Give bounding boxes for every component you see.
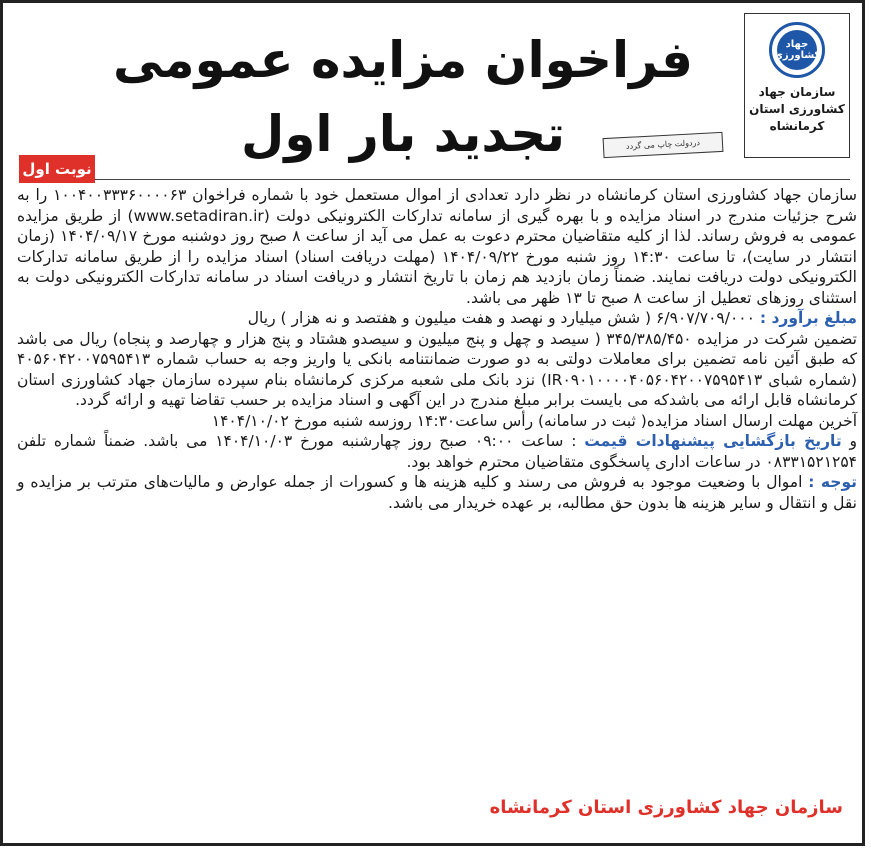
org-name-line-1: سازمان جهاد: [758, 85, 836, 99]
note-label: توجه :: [808, 473, 857, 491]
newspaper-stamp: دردولت چاپ می گردد: [603, 132, 724, 158]
opening-paragraph: [17, 431, 857, 472]
note-value: اموال با وضعیت موجود به فروش می رسند و کلیه هزینه ها و کسورات از جمله عوارض و مالیات‌های مترتب بر مزایده و نقل و انتقال و سایر هزینه ها بدون حق مطالبه، بر عهده خریدار می باشد.: [17, 473, 857, 512]
signature: سازمان جهاد کشاورزی استان کرمانشاه: [489, 797, 843, 818]
org-name-line-2: کشاورزی استان: [749, 102, 845, 116]
header-divider: [95, 179, 850, 180]
page-title: فراخوان مزایده عمومی: [113, 31, 693, 89]
org-logo-box: [744, 13, 850, 158]
page-subtitle: تجدید بار اول: [240, 105, 566, 163]
opening-label: تاریخ بازگشایی پیشنهادات قیمت: [584, 432, 842, 450]
note-paragraph: [17, 472, 857, 513]
estimate-label: مبلغ برآورد :: [759, 309, 857, 327]
intro-paragraph: سازمان جهاد کشاورزی استان کرمانشاه در نظر دارد تعدادی از اموال مستعمل خود با شماره فراخوان ۱۰۰۴۰۰۳۳۳۶۰۰۰۰۶۳ را به شرح جزئیات مندرج در اسناد مزایده و با بهره گیری از سامانه تدارکات الکترونیکی دولت (www.setadiran.ir) از طریق مزایده عمومی به فروش رساند. لذا از کلیه متقاضیان محترم دعوت به عمل می آید از ساعت ۸ صبح روز دوشنبه مورخ ۱۴۰۴/۰۹/۱۷ (زمان انتشار در سایت)، تا ساعت ۱۴:۳۰ روز شنبه مورخ ۱۴۰۴/۰۹/۲۲ (مهلت دریافت اسناد) اسناد مزایده را از طریق سامانه تدارکات الکترونیکی دولت دریافت نمایند. ضمناً زمان بازدید هم زمان با تاریخ انتشار و دریافت اسناد در سامانه تدارکات الکترونیکی دولت به استثنای روزهای تعطیل از ساعت ۸ صبح تا ۱۳ ظهر می باشد.: [17, 186, 858, 307]
deadline-paragraph: آخرین مهلت ارسال اسناد مزایده( ثبت در سامانه) رأس ساعت۱۴:۳۰ روزسه شنبه مورخ ۱۴۰۴/۱۰/۰۲: [211, 411, 857, 430]
logo-text: جهاد کشاورزی: [777, 30, 817, 70]
announcement-body: [17, 185, 857, 513]
opening-prefix: و: [849, 432, 857, 450]
publication-round-badge: نوبت اول: [19, 155, 95, 183]
guarantee-paragraph: تضمین شرکت در مزایده ۳۴۵/۳۸۵/۴۵۰ ( سیصد و چهل و پنج میلیون و سیصدو هشتاد و پنج هزار و چهارصد و پنجاه) ریال می باشد که طبق آئین نامه تضمین برای معاملات دولتی به دو صورت ضمانتنامه بانکی یا واریز وجه به حساب شماره ۴۰۵۶۰۴۲۰۰۷۵۹۵۴۱۳ (شماره شبای IR۰۹۰۱۰۰۰۰۴۰۵۶۰۴۲۰۰۷۵۹۵۴۱۳) نزد بانک ملی شعبه مرکزی کرمانشاه بنام سپرده سازمان جهاد کشاورزی استان کرمانشاه قابل ارائه می باشدکه می بایست برابر مبلغ مندرج در این آگهی و اسناد مزایده بر حسب تقاضا تهیه و ارائه گردد.: [17, 329, 857, 409]
opening-value: : ساعت ۰۹:۰۰ صبح روز چهارشنبه مورخ ۱۴۰۴/۱۰/۰۳ می باشد. ضمناً شماره تلفن ۰۸۳۳۱۵۲۱۲۵۴ در ساعات اداری پاسخگوی متقاضیان محترم خواهد بود.: [17, 432, 857, 471]
org-name-line-3: کرمانشاه: [769, 119, 825, 133]
estimate-value: ۶/۹۰۷/۷۰۹/۰۰۰ ( شش میلیارد و نهصد و هفت میلیون و هفتصد و نه هزار ) ریال: [247, 309, 755, 327]
jahad-logo-icon: [769, 22, 825, 78]
estimate-paragraph: [17, 308, 857, 329]
